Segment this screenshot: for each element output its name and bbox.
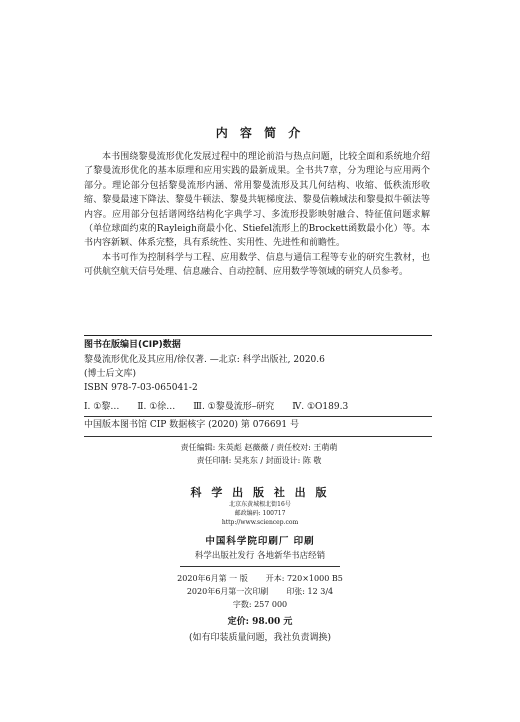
- cip-approval: 中国版本图书馆 CIP 数据核字 (2020) 第 076691 号: [84, 420, 299, 430]
- cip-isbn: ISBN 978-7-03-065041-2: [84, 383, 198, 393]
- abstract-section: [84, 150, 430, 280]
- editor-line-2: 责任印制: 吴兆东 / 封面设计: 陈 敬: [196, 456, 322, 465]
- cip-title-line: 黎曼流形优化及其应用/徐仅著. —北京: 科学出版社, 2020.6: [84, 355, 325, 365]
- price: 定价: 98.00 元: [227, 617, 293, 627]
- page-title: 内 容 简 介: [215, 126, 305, 140]
- publisher-name: 科 学 出 版 社 出 版: [190, 486, 330, 499]
- editor-credits: [84, 441, 434, 467]
- printer-name: 中国科学院印刷厂 印刷: [205, 536, 315, 547]
- cip-subjects: [84, 401, 434, 414]
- cip-block: [84, 335, 434, 467]
- edition-line-2: [0, 585, 520, 598]
- editor-line-1: 责任编辑: 朱英彪 赵薇薇 / 责任校对: 王萌萌: [180, 443, 338, 452]
- cip-series-line: (博士后文库): [84, 369, 137, 379]
- word-count: 字数: 257 000: [232, 600, 288, 609]
- abstract-paragraph-2: 本书可作为控制科学与工程、应用数学、信息与通信工程等专业的研究生教材，也可供航空航天信号处理、信息融合、自动控制、应用数学等领域的研究人员参考。: [84, 252, 430, 278]
- cip-subject-3: Ⅲ. ①黎曼流形–研究: [193, 402, 275, 412]
- print-date: 2020年6月第一次印刷: [186, 587, 269, 596]
- cip-subject-1: Ⅰ. ①黎…: [84, 402, 120, 412]
- publisher-block: [0, 484, 520, 643]
- abstract-paragraph-1: 本书围绕黎曼流形优化发展过程中的理论前沿与热点问题，比较全面和系统地介绍了黎曼流形优化的基本原理和应用实践的最新成果。全书共7章，分为理论与应用两个部分。理论部分包括黎曼流形内涵、常用黎曼流形及其几何结构、收缩、低秩流形收缩、黎曼最速下降法、黎曼牛顿法、黎曼共轭梯度法、黎曼信赖域法和黎曼拟牛顿法等内容。应用部分包括谱网络结构化字典学习、多流形投影映射融合、特征值问题求解（单位球面约束的Rayleigh商最小化、Stiefel流形上的Brockett函数最小化）等。本书内容新颖、体系完整，具有系统性、实用性、先进性和前瞻性。: [84, 152, 430, 249]
- cip-subject-2: Ⅱ. ①徐…: [137, 402, 176, 412]
- edition-info: [0, 572, 520, 611]
- publisher-website: http://www.sciencep.com: [221, 519, 299, 526]
- publisher-address: 北京东黄城根北街16号: [229, 501, 291, 508]
- cip-top-rule: [84, 335, 432, 336]
- edition-date: 2020年6月第 一 版: [177, 574, 248, 583]
- cip-bottom-rule: [84, 436, 432, 437]
- sheet-count: 印张: 12 3/4: [286, 587, 334, 596]
- cip-heading: 图书在版编目(CIP)数据: [84, 340, 181, 350]
- quality-notice: (如有印装质量问题，我社负责调换): [188, 633, 332, 643]
- publisher-postcode: 邮政编码: 100717: [234, 510, 286, 517]
- edition-rule: [180, 566, 340, 567]
- cip-subject-4: Ⅳ. ①O189.3: [292, 402, 349, 412]
- format-spec: 开本: 720×1000 B5: [265, 574, 343, 583]
- cip-mid-rule: [84, 416, 432, 417]
- edition-line-1: [0, 572, 520, 585]
- distribution-line: 科学出版社发行 各地新华书店经销: [194, 551, 326, 561]
